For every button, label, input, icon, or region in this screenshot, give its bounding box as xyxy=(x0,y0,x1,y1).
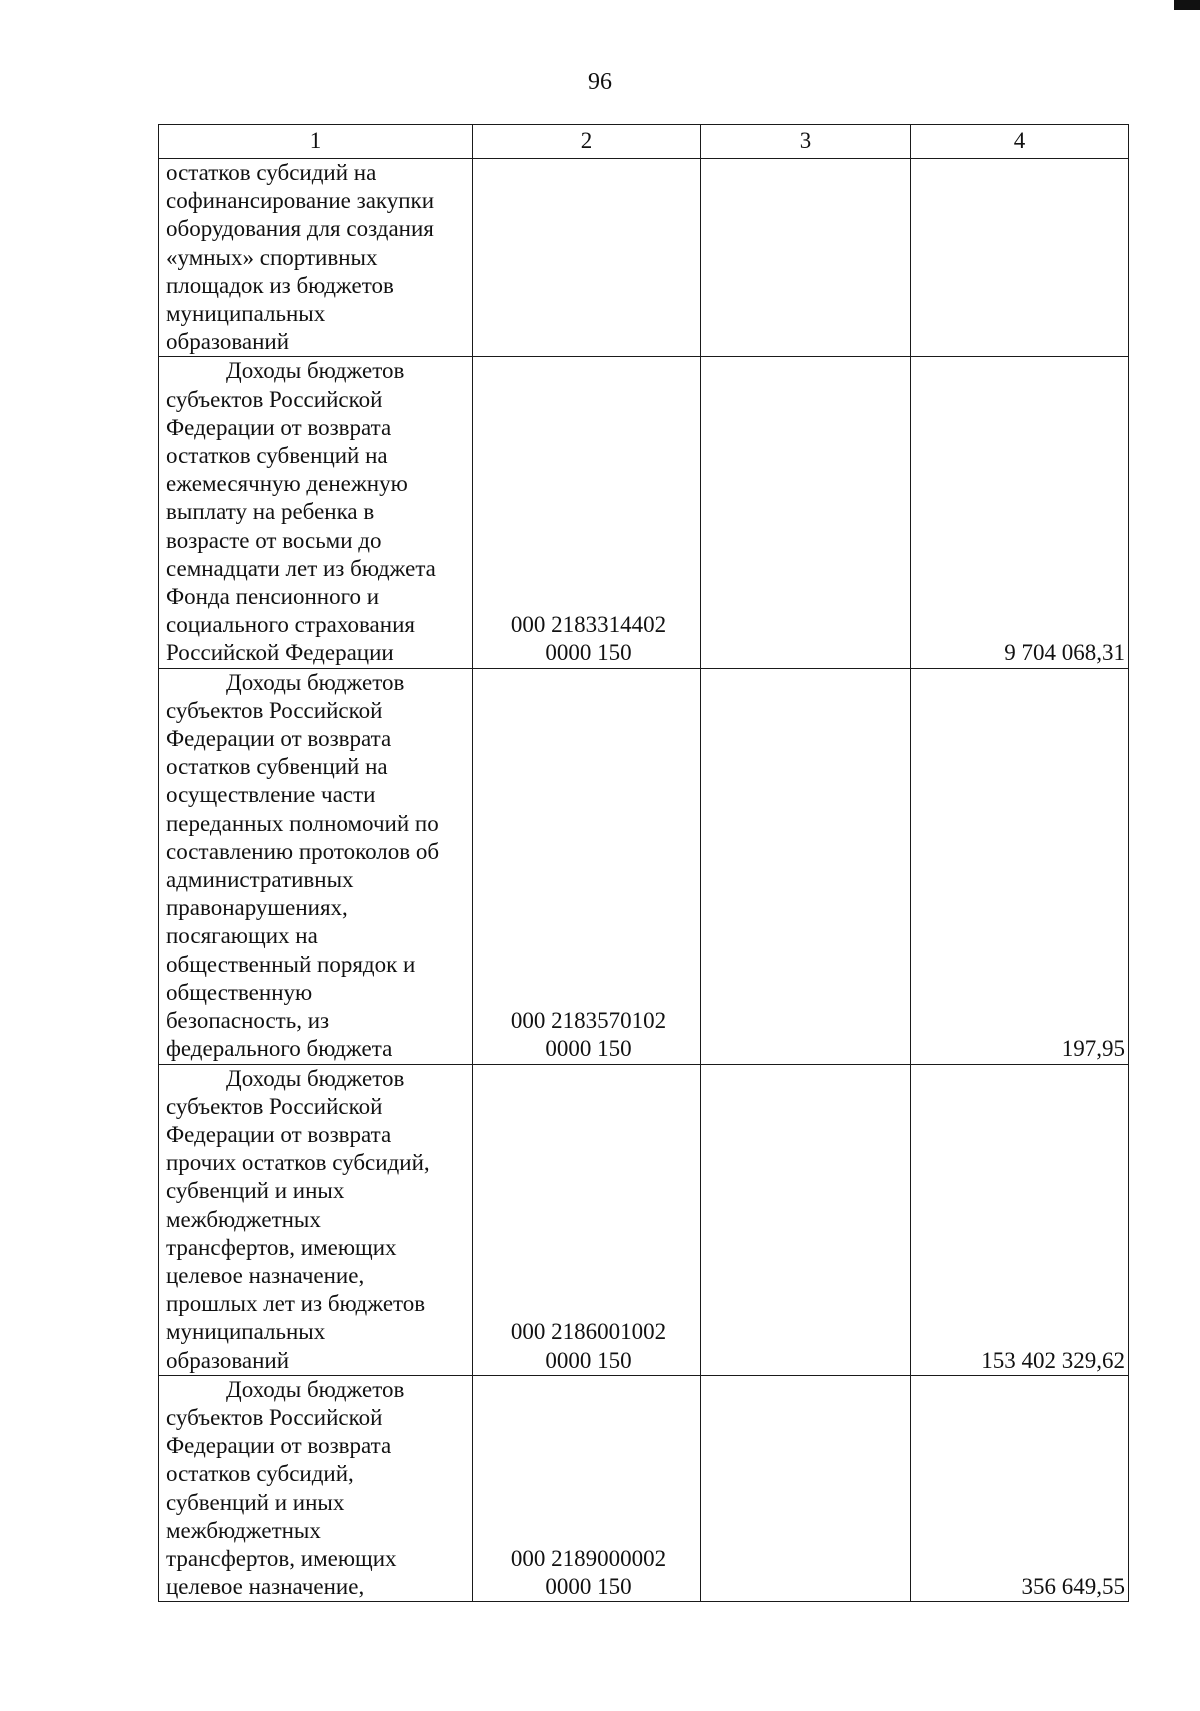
description-line: переданных полномочий по xyxy=(166,810,439,836)
description-line: межбюджетных xyxy=(166,1517,321,1543)
row-budget-code xyxy=(473,357,701,668)
row-amount: 197,95 xyxy=(911,668,1129,1064)
row-description xyxy=(159,1064,473,1375)
description-line: образований xyxy=(166,329,290,355)
description-line: посягающих на xyxy=(166,923,318,949)
row-amount: 356 649,55 xyxy=(911,1375,1129,1602)
budget-code-line: 0000 150 xyxy=(545,1347,632,1373)
description-line: правонарушениях, xyxy=(166,895,348,921)
description-line: трансфертов, имеющих xyxy=(166,1234,397,1260)
row-description xyxy=(159,357,473,668)
row-description xyxy=(159,159,473,357)
description-line: площадок из бюджетов xyxy=(166,272,394,298)
description-line: субъектов Российской xyxy=(166,697,383,723)
header-row xyxy=(159,125,1129,159)
description-line: ежемесячную денежную xyxy=(166,471,408,497)
description-line: общественный порядок и xyxy=(166,951,416,977)
description-line: Федерации от возврата xyxy=(166,726,392,752)
description-line: Доходы бюджетов xyxy=(226,358,405,384)
description-line: образований xyxy=(166,1347,290,1373)
description-line: муниципальных xyxy=(166,301,326,327)
description-line: Доходы бюджетов xyxy=(226,669,405,695)
budget-table xyxy=(158,124,1129,1602)
description-line: Российской Федерации xyxy=(166,640,394,666)
row-budget-code xyxy=(473,1064,701,1375)
description-line: федерального бюджета xyxy=(166,1036,393,1062)
row-amount: 9 704 068,31 xyxy=(911,357,1129,668)
budget-code-line: 000 2186001002 xyxy=(510,1319,667,1345)
row-description xyxy=(159,668,473,1064)
row-column-3 xyxy=(701,668,911,1064)
table-row xyxy=(159,1064,1129,1375)
description-line: прошлых лет из бюджетов xyxy=(166,1291,426,1317)
budget-code-line: 0000 150 xyxy=(545,1036,632,1062)
description-line: целевое назначение, xyxy=(166,1262,365,1288)
description-line: Федерации от возврата xyxy=(166,1433,392,1459)
description-line: общественную xyxy=(166,979,313,1005)
table-row xyxy=(159,159,1129,357)
description-line: выплату на ребенка в xyxy=(166,499,375,525)
description-line: Федерации от возврата xyxy=(166,1121,392,1147)
description-line: социального страхования xyxy=(166,612,415,638)
description-line: межбюджетных xyxy=(166,1206,321,1232)
table-row xyxy=(159,357,1129,668)
description-line: целевое назначение, xyxy=(166,1574,365,1600)
row-amount xyxy=(911,159,1129,357)
description-line: остатков субсидий на xyxy=(166,160,377,185)
description-line: софинансирование закупки xyxy=(166,188,435,214)
description-line: остатков субвенций на xyxy=(166,754,388,780)
row-budget-code xyxy=(473,668,701,1064)
description-line: оборудования для создания xyxy=(166,216,434,242)
row-column-3 xyxy=(701,1064,911,1375)
description-line: прочих остатков субсидий, xyxy=(166,1150,430,1176)
budget-code-line: 0000 150 xyxy=(545,1574,632,1600)
description-line: субъектов Российской xyxy=(166,1404,383,1430)
budget-code-line: 000 2183314402 xyxy=(510,612,667,638)
scan-corner-mark xyxy=(1174,0,1200,10)
row-budget-code xyxy=(473,159,701,357)
table-row xyxy=(159,668,1129,1064)
row-column-3 xyxy=(701,159,911,357)
description-line: трансфертов, имеющих xyxy=(166,1545,397,1571)
budget-code-line: 0000 150 xyxy=(545,640,632,666)
description-line: семнадцати лет из бюджета xyxy=(166,555,436,581)
row-column-3 xyxy=(701,357,911,668)
row-budget-code xyxy=(473,1375,701,1602)
description-line: осуществление части xyxy=(166,782,376,808)
budget-code-line: 000 2189000002 xyxy=(510,1545,667,1571)
description-line: Доходы бюджетов xyxy=(226,1065,405,1091)
budget-code-line: 000 2183570102 xyxy=(510,1008,667,1034)
description-line: составлению протоколов об xyxy=(166,838,440,864)
description-line: возрасте от восьми до xyxy=(166,527,382,553)
description-line: муниципальных xyxy=(166,1319,326,1345)
column-header-2: 2 xyxy=(473,125,701,159)
description-line: субъектов Российской xyxy=(166,1093,383,1119)
description-line: остатков субсидий, xyxy=(166,1461,354,1487)
row-column-3 xyxy=(701,1375,911,1602)
description-line: субвенций и иных xyxy=(166,1178,345,1204)
column-header-3: 3 xyxy=(701,125,911,159)
table-row xyxy=(159,1375,1129,1602)
description-line: «умных» спортивных xyxy=(166,244,378,270)
description-line: Фонда пенсионного и xyxy=(166,584,380,610)
column-header-1: 1 xyxy=(159,125,473,159)
description-line: субвенций и иных xyxy=(166,1489,345,1515)
description-line: остатков субвенций на xyxy=(166,443,388,469)
row-amount: 153 402 329,62 xyxy=(911,1064,1129,1375)
description-line: административных xyxy=(166,867,354,893)
table-body xyxy=(159,159,1129,1602)
description-line: Доходы бюджетов xyxy=(226,1376,405,1402)
description-line: Федерации от возврата xyxy=(166,414,392,440)
description-line: безопасность, из xyxy=(166,1008,330,1034)
column-header-4: 4 xyxy=(911,125,1129,159)
page-number: 96 xyxy=(588,69,612,95)
row-description xyxy=(159,1375,473,1602)
description-line: субъектов Российской xyxy=(166,386,383,412)
